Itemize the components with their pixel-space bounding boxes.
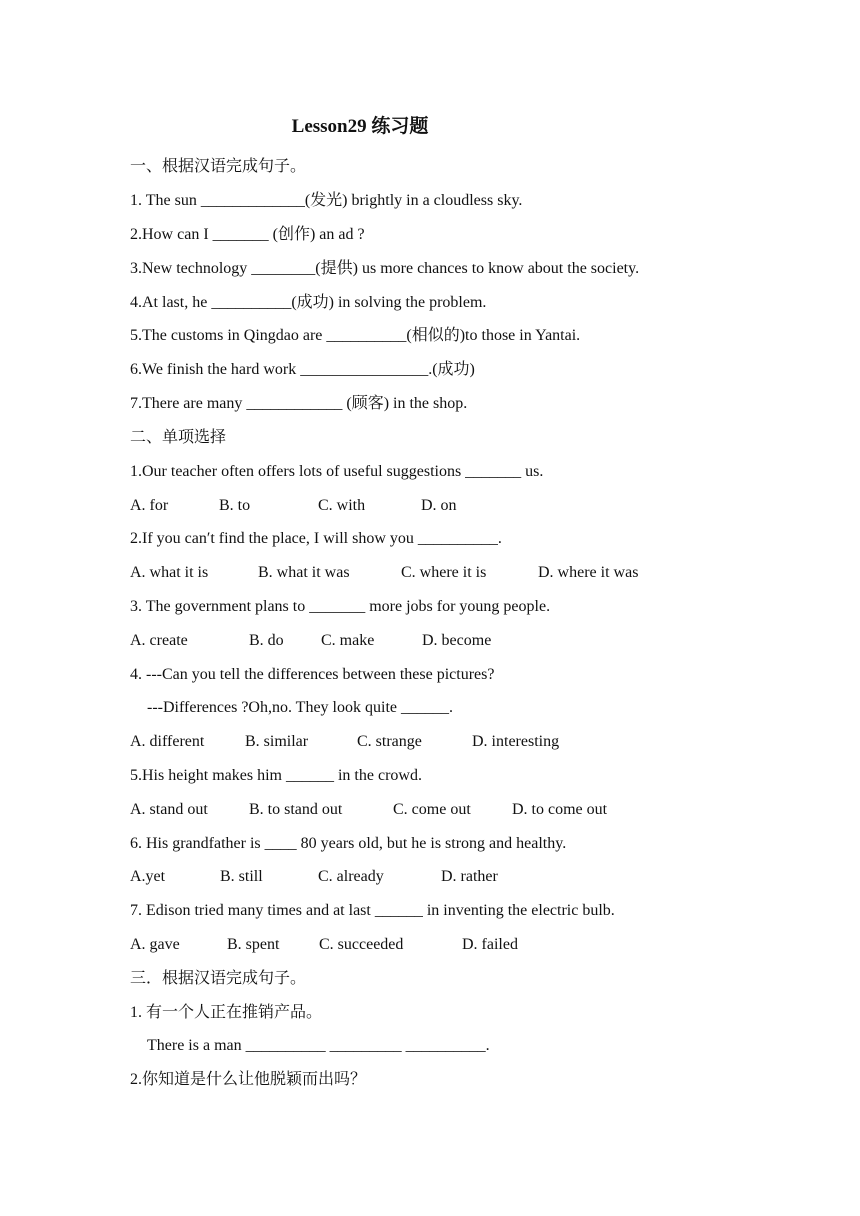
question-4-stem-reply: ---Differences ?Oh,no. They look quite ______. [147,699,453,716]
question-2-stem: 2.If you can′t find the place, I will show you __________. [130,530,502,547]
question-3-stem: 3. The government plans to _______ more jobs for young people. [130,598,551,615]
section-1-item-1: 1. The sun _____________(发光) brightly in a cloudless sky. [130,192,523,209]
question-1-option-c: C. with [318,497,366,514]
question-4-option-b: B. similar [245,733,309,750]
section-3-item-1-prompt: 1. 有一个人正在推销产品。 [130,1004,323,1021]
question-6-options [130,866,750,888]
question-2-option-c: C. where it is [401,564,487,581]
question-5-options [130,799,750,821]
question-1-option-d: D. on [421,497,457,514]
section-1-item-7: 7.There are many ____________ (顾客) in the shop. [130,395,468,412]
question-6-option-d: D. rather [441,868,498,885]
question-7-option-b: B. spent [227,936,280,953]
section-3-item-1-answer: There is a man __________ _________ __________. [147,1037,490,1054]
question-5-stem: 5.His height makes him ______ in the crowd. [130,767,422,784]
question-6-stem: 6. His grandfather is ____ 80 years old, but he is strong and healthy. [130,835,567,852]
question-3-options [130,630,750,652]
question-1-option-b: B. to [219,497,251,514]
question-1-stem: 1.Our teacher often offers lots of useful suggestions _______ us. [130,463,544,480]
question-6-option-b: B. still [220,868,263,885]
question-1-option-a: A. for [130,497,169,514]
question-7-option-d: D. failed [462,936,518,953]
question-6-option-a: A.yet [130,868,166,885]
question-5-option-b: B. to stand out [249,801,343,818]
question-7-options [130,934,750,956]
question-3-option-d: D. become [422,632,492,649]
section-2-heading: 二、单项选择 [130,429,227,446]
section-1-item-4: 4.At last, he __________(成功) in solving the problem. [130,294,487,311]
question-2-option-b: B. what it was [258,564,350,581]
question-4-stem: 4. ---Can you tell the differences between these pictures? [130,666,495,683]
question-3-option-b: B. do [249,632,284,649]
page-title: Lesson29 练习题 [291,116,429,137]
section-1-heading: 一、根据汉语完成句子。 [130,158,307,175]
question-2-options [130,562,750,584]
question-7-stem: 7. Edison tried many times and at last ______ in inventing the electric bulb. [130,902,615,919]
question-5-option-c: C. come out [393,801,471,818]
question-4-option-d: D. interesting [472,733,560,750]
question-5-option-a: A. stand out [130,801,208,818]
section-1-item-2: 2.How can I _______ (创作) an ad ? [130,226,365,243]
section-3-item-2-prompt: 2.你知道是什么让他脱颖而出吗？ [130,1071,367,1088]
question-4-options [130,731,750,753]
section-1-item-3: 3.New technology ________(提供) us more chances to know about the society. [130,260,640,277]
question-3-option-a: A. create [130,632,188,649]
section-3-heading: 三．根据汉语完成句子。 [130,970,307,987]
question-6-option-c: C. already [318,868,384,885]
question-5-option-d: D. to come out [512,801,608,818]
question-4-option-a: A. different [130,733,205,750]
question-4-option-c: C. strange [357,733,422,750]
section-1-item-6: 6.We finish the hard work ________________.(成功) [130,361,475,378]
question-2-option-a: A. what it is [130,564,209,581]
question-7-option-a: A. gave [130,936,180,953]
question-7-option-c: C. succeeded [319,936,404,953]
question-2-option-d: D. where it was [538,564,639,581]
question-3-option-c: C. make [321,632,375,649]
section-1-item-5: 5.The customs in Qingdao are __________(相似的)to those in Yantai. [130,327,581,344]
question-1-options [130,495,750,517]
